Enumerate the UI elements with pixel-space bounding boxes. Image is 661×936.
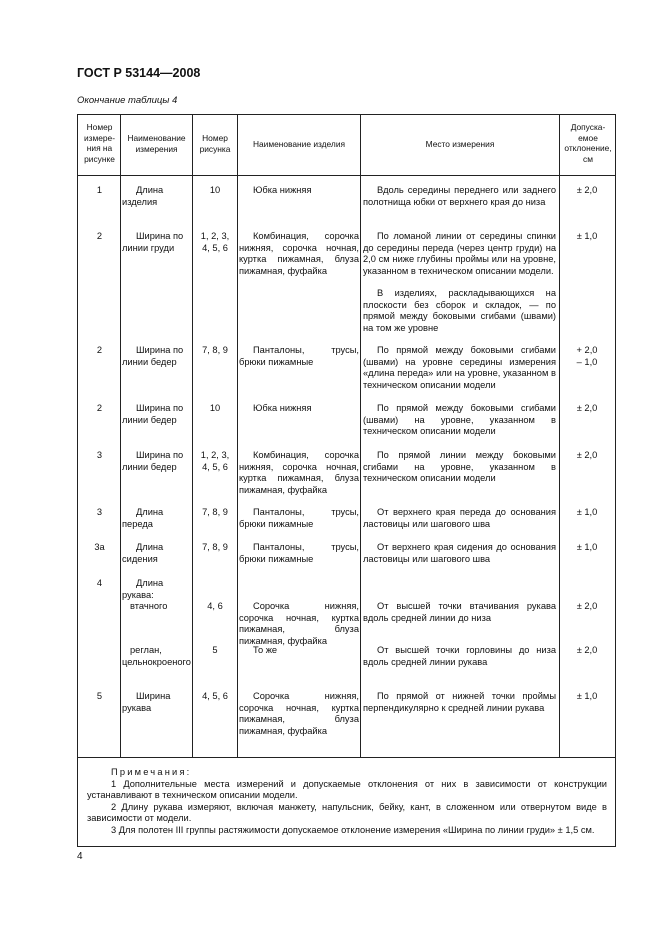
figure-number: 5 bbox=[212, 645, 218, 655]
note-item: 1 Дополнительные места измерений и допускаемые отклонения от них в зависимости от конструкции устанавливают в техническом описании модели. bbox=[87, 778, 607, 800]
figure-number: 7, 8, 9 bbox=[202, 542, 228, 552]
column-divider bbox=[237, 115, 238, 757]
tolerance: ± 2,0 bbox=[576, 601, 598, 611]
measure-place: По прямой линии между боковыми сгибами на уровне, указанном в техническом описании модели bbox=[363, 450, 556, 483]
note-item: 2 Длину рукава измеряют, включая манжету, напульсник, бейку, кант, в сложенном или отвернутом виде в зависимости от модели. bbox=[87, 801, 607, 823]
item-name: Комбинация, сорочка нижняя, сорочка ночная, куртка пижамная, блуза пижамная, фуфайка bbox=[239, 450, 359, 495]
measure-place: От верхнего края сидения до основания ластовицы или шагового шва bbox=[363, 542, 556, 564]
figure-number: 4, 6 bbox=[207, 601, 223, 611]
measure-place: От высшей точки втачивания рукава вдоль средней линии до низа bbox=[363, 601, 556, 623]
item-name: Панталоны, трусы, брюки пижамные bbox=[239, 542, 359, 564]
item-name: Юбка нижняя bbox=[253, 403, 312, 413]
item-name: Панталоны, трусы, брюки пижамные bbox=[239, 345, 359, 367]
item-name: Панталоны, трусы, брюки пижамные bbox=[239, 507, 359, 529]
figure-number: 7, 8, 9 bbox=[202, 345, 228, 355]
tolerance: ± 2,0 bbox=[576, 185, 598, 195]
figure-number: 7, 8, 9 bbox=[202, 507, 228, 517]
col-header-measure-name: Наименование измерения bbox=[127, 133, 186, 154]
page-number: 4 bbox=[77, 851, 83, 862]
note-item: 3 Для полотен III группы растяжимости допускаемое отклонение измерения «Ширина по линии груди» ± 1,5 см. bbox=[111, 824, 595, 835]
measure-number: 3а bbox=[94, 542, 105, 552]
measure-place: От высшей точки горловины до низа вдоль средней линии рукава bbox=[363, 645, 556, 667]
measure-number: 2 bbox=[96, 345, 103, 355]
col-header-measure-place: Место измерения bbox=[425, 139, 495, 149]
measure-number: 2 bbox=[96, 403, 103, 413]
item-name: Сорочка нижняя, сорочка ночная, куртка пижамная, блуза пижамная, фуфайка bbox=[239, 691, 359, 736]
column-divider bbox=[559, 115, 560, 757]
measure-name: втачного bbox=[130, 601, 168, 611]
document-title: ГОСТ Р 53144—2008 bbox=[77, 66, 201, 80]
measurements-table bbox=[77, 114, 616, 847]
measure-name: Ширина по линии бедер bbox=[122, 403, 184, 425]
measure-number: 1 bbox=[96, 185, 103, 195]
col-header-tolerance: Допуска- емое отклонение, см bbox=[564, 122, 612, 164]
tolerance: ± 1,0 bbox=[576, 691, 598, 701]
measure-name: Ширина по линии бедер bbox=[122, 345, 184, 367]
measure-number: 4 bbox=[96, 578, 103, 588]
tolerance: ± 1,0 bbox=[576, 507, 598, 517]
table-caption: Окончание таблицы 4 bbox=[77, 95, 178, 106]
measure-name: Ширина по линии груди bbox=[122, 231, 184, 253]
measure-place: От верхнего края переда до основания ластовицы или шагового шва bbox=[363, 507, 556, 529]
figure-number: 1, 2, 3, 4, 5, 6 bbox=[200, 450, 230, 472]
item-name: Юбка нижняя bbox=[253, 185, 312, 195]
measure-place: По прямой от нижней точки проймы перпендикулярно к средней линии рукава bbox=[363, 691, 556, 713]
measure-name: Ширина по линии бедер bbox=[122, 450, 184, 472]
col-header-item-name: Наименование изделия bbox=[252, 139, 346, 149]
item-name: Комбинация, сорочка нижняя, сорочка ночная, куртка пижамная, блуза пижамная, фуфайка bbox=[239, 231, 359, 276]
measure-place-note: В изделиях, раскладывающихся на плоскости без сборок и складок, — по прямой между боковыми сгибами (швами) на том же уровне bbox=[363, 288, 556, 333]
column-divider bbox=[192, 115, 193, 757]
column-divider bbox=[120, 115, 121, 757]
measure-place: По прямой между боковыми сгибами (швами) на уровне, указанном в техническом описании модели bbox=[363, 403, 556, 436]
measure-number: 3 bbox=[96, 507, 103, 517]
measure-name: Длина переда bbox=[122, 507, 164, 529]
figure-number: 4, 5, 6 bbox=[202, 691, 228, 701]
measure-place: По ломаной линии от середины спинки до середины переда (через центр груди) на 2,0 см ниже глубины проймы или на уровне, указанном в техническом описании модели. bbox=[363, 231, 556, 276]
item-name: То же bbox=[253, 645, 278, 655]
tolerance: ± 2,0 bbox=[576, 450, 598, 460]
measure-number: 2 bbox=[96, 231, 103, 241]
notes-title: Примечания: bbox=[111, 767, 192, 777]
tolerance: ± 1,0 bbox=[576, 231, 598, 241]
measure-name: Длина изделия bbox=[122, 185, 164, 207]
tolerance: ± 1,0 bbox=[576, 542, 598, 552]
table-notes bbox=[87, 767, 607, 836]
header-rule bbox=[78, 175, 615, 176]
figure-number: 1, 2, 3, 4, 5, 6 bbox=[200, 231, 230, 253]
col-header-measure-number: Номер измере- ния на рисунке bbox=[83, 122, 116, 164]
col-header-figure-number: Номер рисунка bbox=[199, 133, 231, 154]
tolerance: ± 2,0 bbox=[576, 403, 598, 413]
measure-place: Вдоль середины переднего или заднего полотнища юбки от верхнего края до низа bbox=[363, 185, 556, 207]
tolerance: + 2,0 – 1,0 bbox=[576, 345, 598, 367]
item-name: Сорочка нижняя, сорочка ночная, куртка пижамная, блуза пижамная, фуфайка bbox=[239, 601, 359, 646]
measure-name: реглан, цельнокроеного bbox=[122, 645, 191, 667]
measure-name: Длина рукава: bbox=[122, 578, 164, 600]
measure-number: 5 bbox=[96, 691, 103, 701]
measure-number: 3 bbox=[96, 450, 103, 460]
column-divider bbox=[360, 115, 361, 757]
measure-name: Длина сидения bbox=[122, 542, 164, 564]
figure-number: 10 bbox=[209, 403, 221, 413]
notes-rule bbox=[78, 757, 615, 758]
measure-place: По прямой между боковыми сгибами (швами) на уровне середины измерения «длина переда» или на уровне, указанном в техническом описании модели bbox=[363, 345, 556, 390]
measure-name: Ширина рукава bbox=[122, 691, 171, 713]
tolerance: ± 2,0 bbox=[576, 645, 598, 655]
figure-number: 10 bbox=[209, 185, 221, 195]
